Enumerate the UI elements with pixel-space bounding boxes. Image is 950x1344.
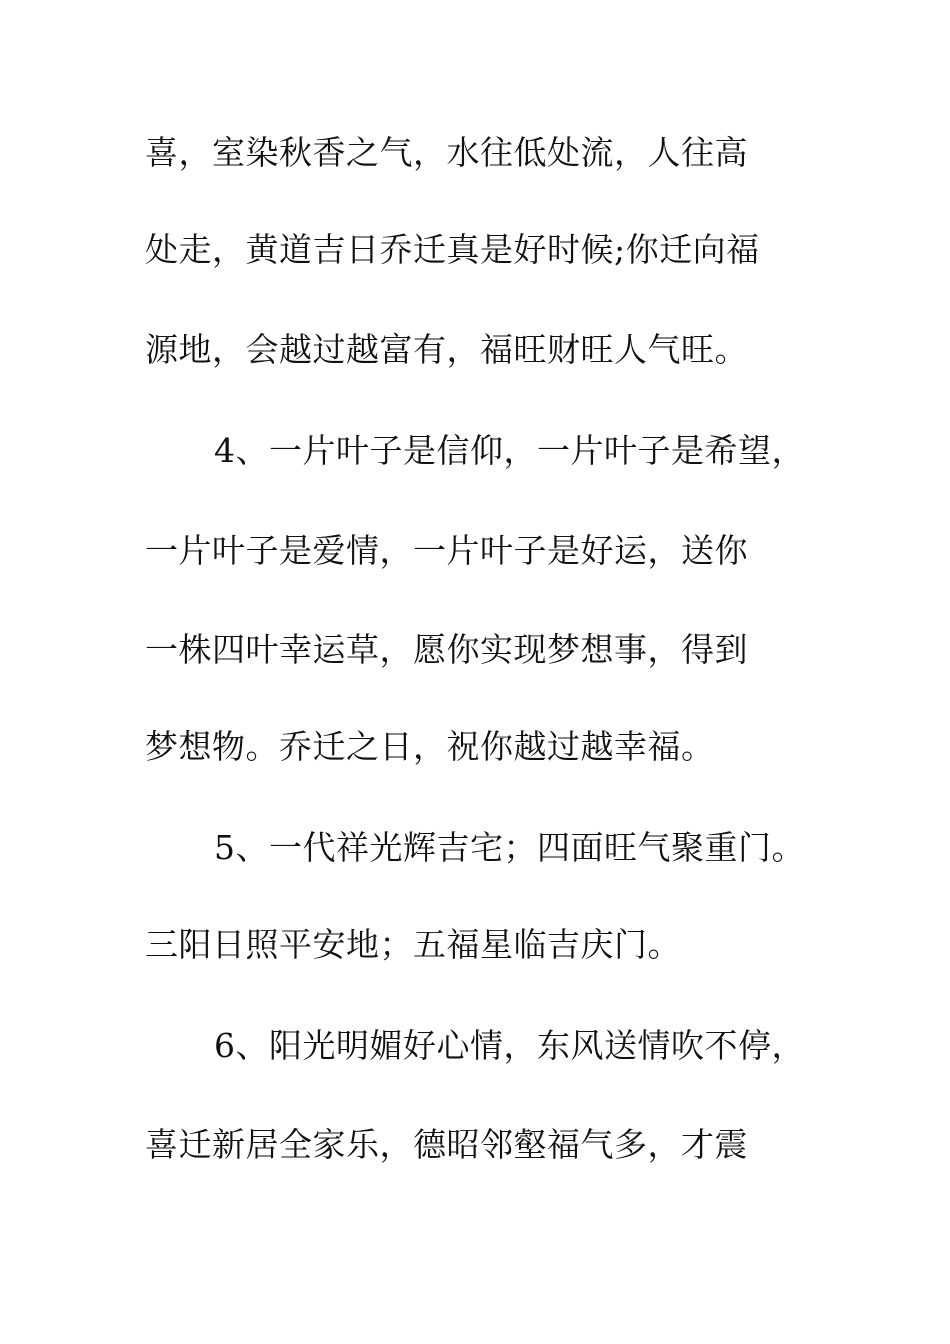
text-line-3: 源地，会越过越富有，福旺财旺人气旺。: [145, 330, 748, 369]
paragraph-6-line-2: 喜迁新居全家乐，德昭邻壑福气多，才震: [145, 1125, 748, 1164]
paragraph-5-line-1: 5、一代祥光辉吉宅；四面旺气聚重门。: [214, 828, 805, 867]
paragraph-5-line-2: 三阳日照平安地；五福星临吉庆门。: [145, 925, 681, 964]
paragraph-4-line-1: 4、一片叶子是信仰，一片叶子是希望，: [214, 431, 805, 470]
paragraph-6-line-1: 6、阳光明媚好心情，东风送情吹不停，: [214, 1026, 805, 1065]
text-line-2: 处走，黄道吉日乔迁真是好时候;你迁向福: [145, 230, 760, 269]
paragraph-4-line-4: 梦想物。乔迁之日，祝你越过越幸福。: [145, 727, 715, 766]
paragraph-4-line-3: 一株四叶幸运草，愿你实现梦想事，得到: [145, 630, 748, 669]
paragraph-4-line-2: 一片叶子是爱情，一片叶子是好运，送你: [145, 531, 748, 570]
text-line-1: 喜，室染秋香之气，水往低处流，人往高: [145, 133, 748, 172]
